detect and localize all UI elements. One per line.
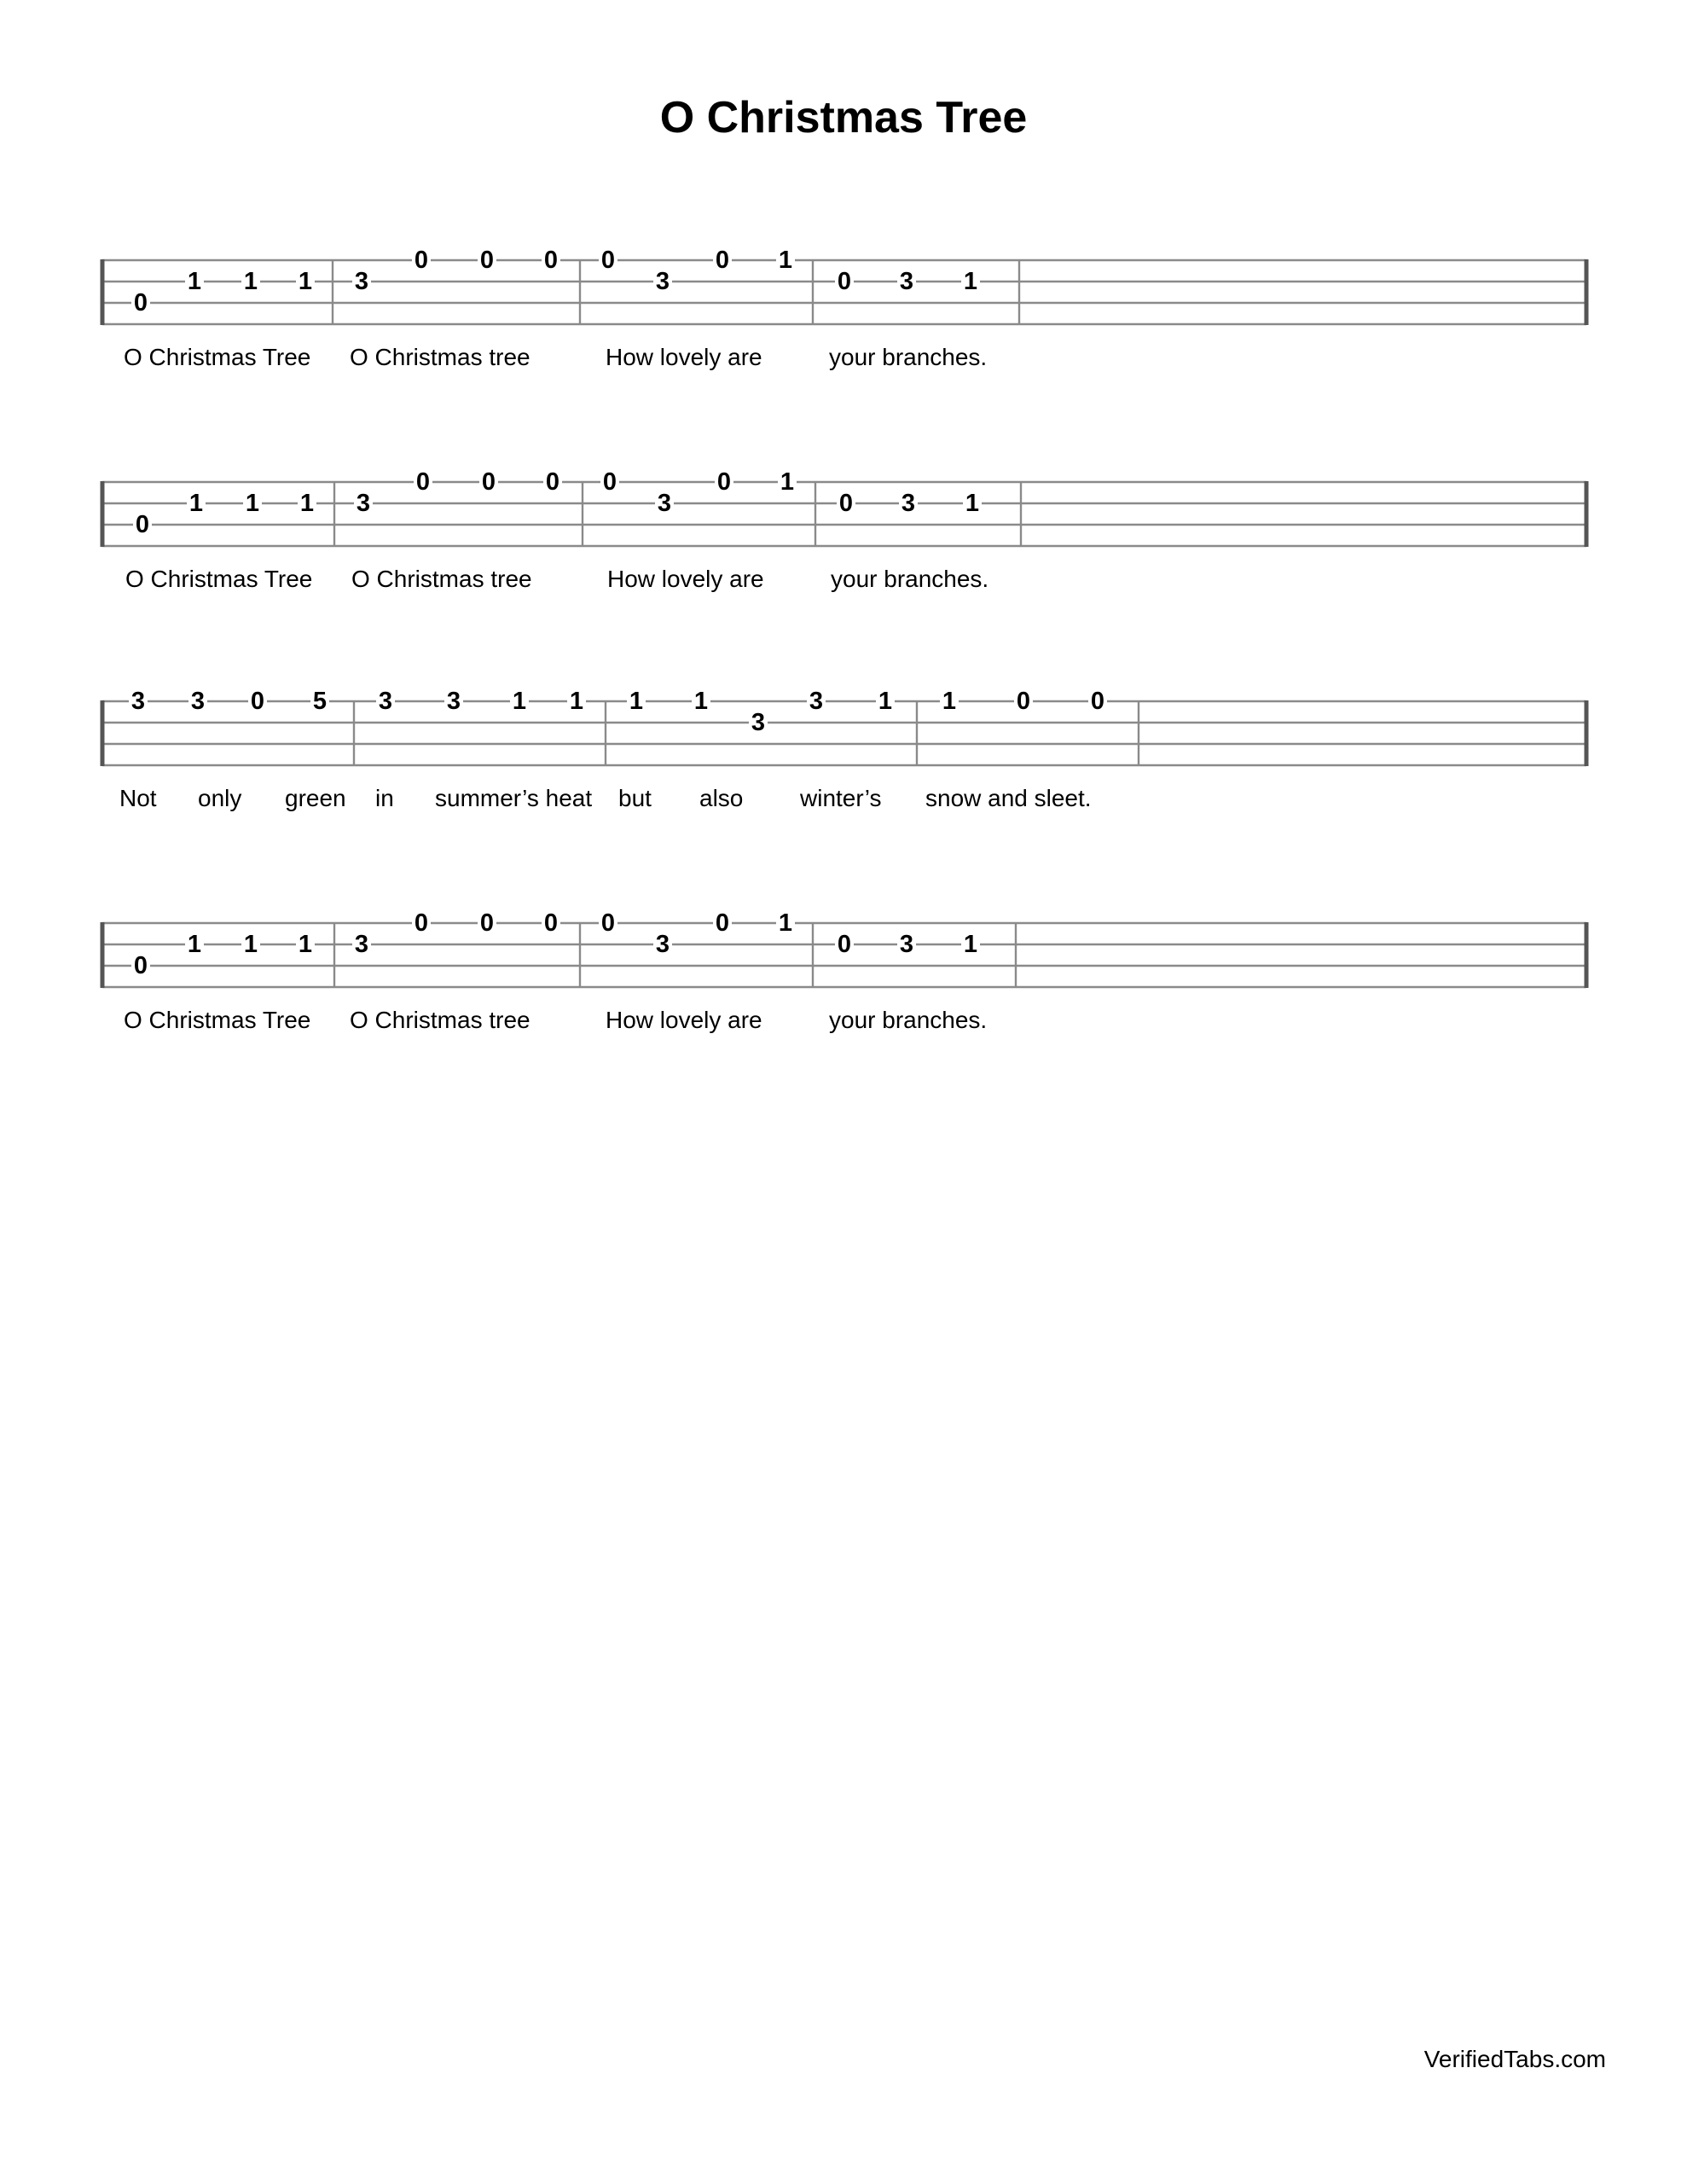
lyric-text: winter’s <box>800 785 882 811</box>
lyric-text: your branches. <box>829 344 988 370</box>
lyric-text: but <box>618 785 652 811</box>
fret-number: 1 <box>298 931 313 958</box>
fret-number: 0 <box>715 909 730 937</box>
lyric-text: O Christmas Tree <box>125 566 313 592</box>
lyric-text: O Christmas Tree <box>124 344 311 370</box>
fret-number: 0 <box>250 688 265 715</box>
fret-number: 0 <box>133 289 148 317</box>
fret-number: 0 <box>837 931 852 958</box>
fret-number: 0 <box>1016 688 1031 715</box>
lyric-text: your branches. <box>829 1007 988 1033</box>
fret-number: 0 <box>135 511 150 538</box>
lyric-text: snow and sleet. <box>925 785 1092 811</box>
fret-number: 0 <box>837 268 852 295</box>
fret-number: 1 <box>778 909 793 937</box>
fret-number: 0 <box>414 909 429 937</box>
lyric-text: O Christmas tree <box>350 1007 530 1033</box>
fret-number: 1 <box>878 688 893 715</box>
fret-number: 1 <box>693 688 709 715</box>
fret-number: 1 <box>942 688 957 715</box>
fret-number: 1 <box>243 268 258 295</box>
fret-number: 0 <box>600 247 616 274</box>
lyric-text: O Christmas Tree <box>124 1007 311 1033</box>
fret-number: 0 <box>600 909 616 937</box>
fret-number: 0 <box>602 468 617 496</box>
fret-number: 1 <box>187 268 202 295</box>
lyric-text: summer’s heat <box>435 785 593 811</box>
footer-credit: VerifiedTabs.com <box>1423 2046 1606 2072</box>
fret-number: 1 <box>963 268 978 295</box>
fret-number: 3 <box>655 268 670 295</box>
fret-number: 0 <box>716 468 732 496</box>
fret-number: 0 <box>543 909 559 937</box>
page-title: O Christmas Tree <box>659 93 1028 142</box>
fret-number: 3 <box>354 268 369 295</box>
fret-number: 0 <box>414 247 429 274</box>
fret-number: 3 <box>190 688 206 715</box>
lyric-text: in <box>375 785 394 811</box>
fret-number: 3 <box>655 931 670 958</box>
fret-number: 1 <box>629 688 644 715</box>
fret-number: 3 <box>901 490 916 517</box>
fret-number: 1 <box>963 931 978 958</box>
fret-number: 0 <box>481 468 496 496</box>
fret-number: 0 <box>1090 688 1105 715</box>
lyric-text: also <box>699 785 744 811</box>
fret-number: 1 <box>512 688 527 715</box>
fret-number: 0 <box>479 909 495 937</box>
lyric-text: green <box>285 785 346 811</box>
lyric-text: O Christmas tree <box>351 566 532 592</box>
fret-number: 5 <box>312 688 328 715</box>
fret-number: 1 <box>187 931 202 958</box>
lyric-text: How lovely are <box>606 344 762 370</box>
fret-number: 0 <box>133 952 148 979</box>
fret-number: 1 <box>780 468 795 496</box>
fret-number: 0 <box>543 247 559 274</box>
fret-number: 0 <box>545 468 560 496</box>
fret-number: 3 <box>446 688 461 715</box>
lyric-text: How lovely are <box>607 566 764 592</box>
fret-number: 3 <box>657 490 672 517</box>
fret-number: 3 <box>899 931 914 958</box>
fret-number: 3 <box>130 688 146 715</box>
fret-number: 1 <box>965 490 980 517</box>
lyric-text: O Christmas tree <box>350 344 530 370</box>
fret-number: 1 <box>569 688 584 715</box>
fret-number: 1 <box>188 490 204 517</box>
lyric-text: only <box>198 785 242 811</box>
fret-number: 1 <box>778 247 793 274</box>
fret-number: 3 <box>751 709 766 736</box>
fret-number: 3 <box>354 931 369 958</box>
fret-number: 3 <box>356 490 371 517</box>
fret-number: 0 <box>715 247 730 274</box>
fret-number: 3 <box>378 688 393 715</box>
fret-number: 3 <box>899 268 914 295</box>
fret-number: 0 <box>415 468 431 496</box>
fret-number: 1 <box>299 490 315 517</box>
lyric-text: How lovely are <box>606 1007 762 1033</box>
lyric-text: your branches. <box>831 566 989 592</box>
fret-number: 0 <box>838 490 854 517</box>
fret-number: 1 <box>298 268 313 295</box>
fret-number: 0 <box>479 247 495 274</box>
fret-number: 1 <box>243 931 258 958</box>
lyric-text: Not <box>119 785 157 811</box>
fret-number: 3 <box>809 688 824 715</box>
fret-number: 1 <box>245 490 260 517</box>
